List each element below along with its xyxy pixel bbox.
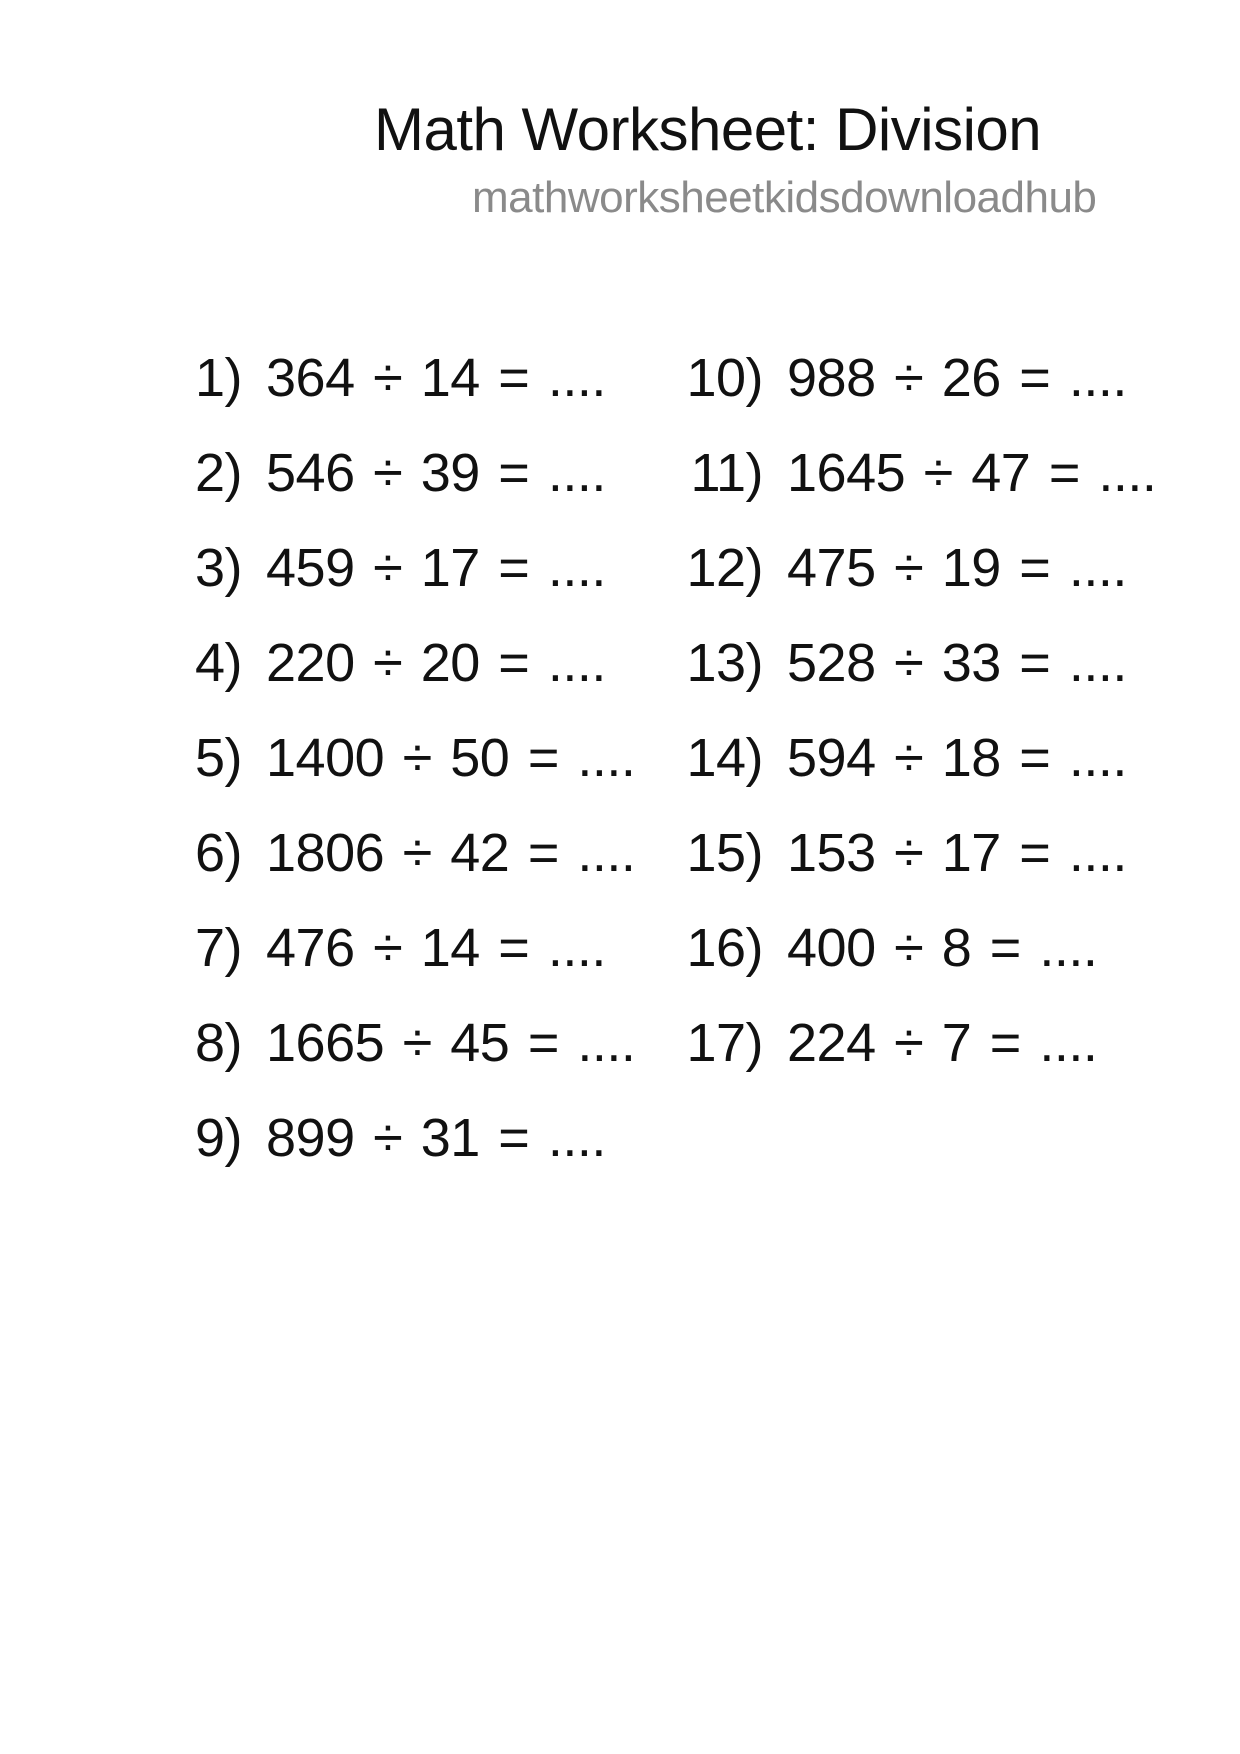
problem-expression: 400 ÷ 8 = .... — [787, 918, 1098, 978]
problem-number: 15) — [686, 823, 763, 883]
problem-expression: 1665 ÷ 45 = .... — [266, 1013, 636, 1073]
problem-row — [170, 633, 635, 693]
problem-row — [670, 633, 1156, 693]
page-title: Math Worksheet: Division — [374, 96, 1042, 163]
problem-row — [170, 348, 635, 408]
problem-expression: 1645 ÷ 47 = .... — [787, 443, 1157, 503]
problem-row — [670, 918, 1156, 978]
problem-expression: 528 ÷ 33 = .... — [787, 633, 1127, 693]
problem-number: 11) — [690, 443, 763, 503]
problem-expression: 459 ÷ 17 = .... — [266, 538, 606, 598]
problem-expression: 224 ÷ 7 = .... — [787, 1013, 1098, 1073]
problems-column-right — [670, 348, 1157, 1073]
problem-row — [170, 443, 635, 503]
problem-row — [670, 823, 1156, 883]
problem-number: 1) — [194, 348, 242, 408]
site-watermark: mathworksheetkidsdownloadhub — [472, 173, 1097, 222]
problem-number: 17) — [686, 1013, 763, 1073]
problem-row — [670, 1013, 1156, 1073]
problem-number: 7) — [194, 918, 242, 978]
problem-row — [170, 1013, 636, 1073]
problem-expression: 475 ÷ 19 = .... — [787, 538, 1127, 598]
problem-expression: 476 ÷ 14 = .... — [266, 918, 606, 978]
problem-number: 6) — [194, 823, 242, 883]
problem-number: 9) — [194, 1108, 242, 1168]
problem-row — [670, 538, 1156, 598]
problem-row — [670, 348, 1156, 408]
problem-number: 16) — [686, 918, 763, 978]
problem-row — [670, 443, 1157, 503]
problem-expression: 1806 ÷ 42 = .... — [266, 823, 636, 883]
problem-expression: 546 ÷ 39 = .... — [266, 443, 606, 503]
problem-expression: 988 ÷ 26 = .... — [787, 348, 1127, 408]
problems-column-left — [170, 348, 636, 1168]
problem-number: 5) — [194, 728, 242, 788]
problem-row — [670, 728, 1156, 788]
problem-row — [170, 1108, 635, 1168]
problem-number: 12) — [686, 538, 763, 598]
problem-row — [170, 728, 636, 788]
problem-expression: 153 ÷ 17 = .... — [787, 823, 1127, 883]
problem-row — [170, 918, 635, 978]
problem-number: 13) — [686, 633, 763, 693]
problem-number: 8) — [194, 1013, 242, 1073]
problem-number: 10) — [686, 348, 763, 408]
problem-expression: 899 ÷ 31 = .... — [266, 1108, 606, 1168]
problem-number: 2) — [194, 443, 242, 503]
problem-expression: 594 ÷ 18 = .... — [787, 728, 1127, 788]
problem-number: 4) — [194, 633, 242, 693]
problem-expression: 220 ÷ 20 = .... — [266, 633, 606, 693]
problem-row — [170, 538, 635, 598]
problem-number: 3) — [194, 538, 242, 598]
problem-expression: 1400 ÷ 50 = .... — [266, 728, 636, 788]
problem-expression: 364 ÷ 14 = .... — [266, 348, 606, 408]
problem-number: 14) — [686, 728, 763, 788]
problem-row — [170, 823, 636, 883]
